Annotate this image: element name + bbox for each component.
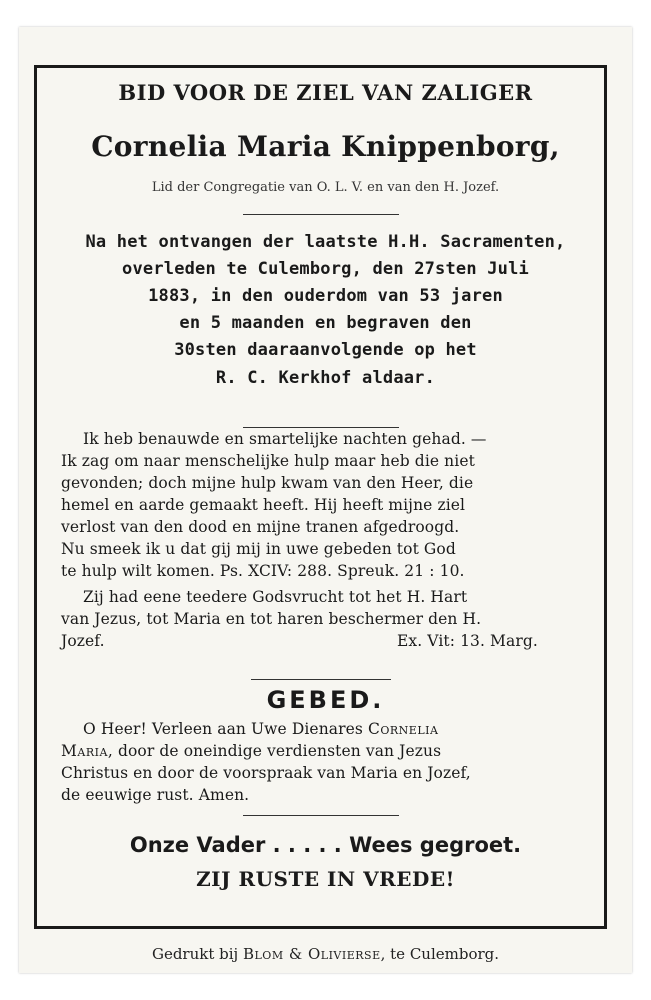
prayer-line: de eeuwige rust. Amen. [61,786,250,804]
devotion-line: Jozef. [61,632,105,650]
printer-post: , te Culemborg. [380,945,500,963]
scripture-line: Nu smeek ik u dat gij mij in uwe gebeden tot God [61,540,456,558]
divider [243,815,399,816]
scripture-line: Ik heb benauwde en smartelijke nachten gehad. — [83,430,487,448]
devotion-line: Zij had eene teedere Godsvrucht tot het H. Hart [83,588,468,606]
death-notice-line: en 5 maanden en begraven den [179,313,472,333]
printer-pre: Gedrukt bij [151,945,239,963]
death-notice-line: 30sten daaraanvolgende op het [174,340,477,360]
scripture-line: hemel en aarde gemaakt heeft. Hij heeft mijne ziel [61,496,466,514]
closing-prayers: Onze Vader . . . . . Wees gegroet. [129,833,522,857]
prayer-name: Maria [61,742,108,760]
divider [243,427,399,428]
death-notice-line: R. C. Kerkhof aldaar. [215,368,436,388]
deceased-name: Cornelia Maria Knippenborg, [91,130,560,163]
rest-in-peace: ZIJ RUSTE IN VREDE! [196,867,455,891]
prayer-text: , door de oneindige verdiensten van Jezus [107,742,442,760]
divider [251,679,391,680]
death-notice-line: overleden te Culemborg, den 27sten Juli [122,259,529,279]
memorial-card [19,27,632,973]
printer-credit [19,945,632,963]
prayer-title: GEBED. [266,686,385,714]
card-heading: BID VOOR DE ZIEL VAN ZALIGER [118,80,533,105]
prayer-line [83,720,438,738]
devotion-source: Ex. Vit: 13. Marg. [397,632,538,650]
scripture-line: gevonden; doch mijne hulp kwam van den Heer, die [61,474,474,492]
prayer-text: O Heer! Verleen aan Uwe Dienares [83,720,363,738]
membership-line: Lid der Congregatie van O. L. V. en van den H. Jozef. [151,180,500,195]
divider [243,214,399,215]
prayer-name: Cornelia [368,720,439,738]
scripture-line: verlost van den dood en mijne tranen afgedroogd. [61,518,460,536]
death-notice-line: Na het ontvangen der laatste H.H. Sacramenten, [85,232,566,252]
prayer-line: Christus en door de voorspraak van Maria en Jozef, [61,764,471,782]
death-notice-line: 1883, in den ouderdom van 53 jaren [148,286,503,306]
devotion-line: van Jezus, tot Maria en tot haren beschermer den H. [61,610,482,628]
prayer-line [61,742,441,760]
scripture-line: te hulp wilt komen. Ps. XCIV: 288. Spreuk. 21 : 10. [61,562,465,580]
printer-names: Blom & Olivierse [242,945,381,963]
scripture-line: Ik zag om naar menschelijke hulp maar heb die niet [61,452,475,470]
